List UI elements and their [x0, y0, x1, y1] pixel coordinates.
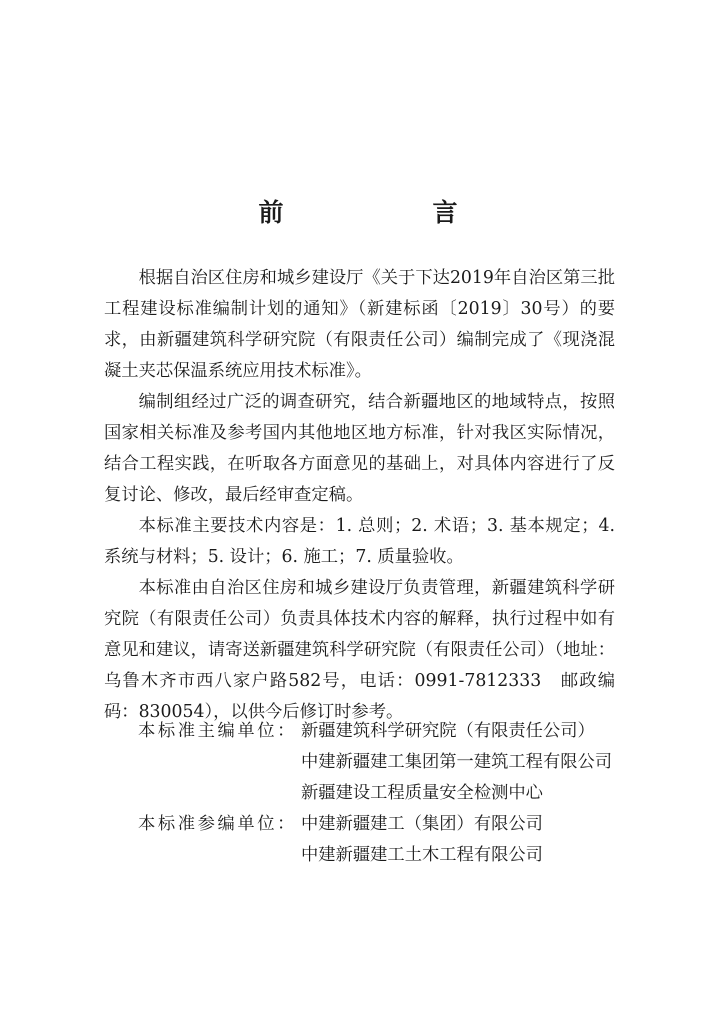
unit-name: 新疆建筑科学研究院（有限责任公司） — [301, 721, 595, 741]
paragraph-process: 编制组经过广泛的调查研究，结合新疆地区的地域特点，按照国家相关标准及参考国内其他地区地方标准，针对我区实际情况，结合工程实践，在听取各方面意见的基础上，对具体内容进行了反复讨论、修改，最后经审查定稿。 — [104, 392, 615, 505]
chief-editor-label: 本标准主编单位： — [138, 721, 298, 741]
paragraph-background: 根据自治区住房和城乡建设厅《关于下达2019年自治区第三批工程建设标准编制计划的通知》（新建标函〔2019〕30号）的要求，由新疆建筑科学研究院（有限责任公司）编制完成了《现浇混凝土夹芯保温系统应用技术标准》。 — [104, 268, 615, 381]
page-title: 前 言 — [258, 198, 520, 227]
participating-editor-list — [301, 809, 618, 871]
participating-editor-units — [138, 809, 618, 871]
unit-name: 中建新疆建工土木工程有限公司 — [301, 845, 543, 865]
chief-editor-units — [138, 716, 618, 809]
unit-name: 新疆建设工程质量安全检测中心 — [301, 783, 543, 803]
editing-units — [138, 716, 618, 871]
unit-name: 中建新疆建工集团第一建筑工程有限公司 — [301, 752, 613, 772]
participating-editor-label: 本标准参编单位： — [138, 814, 298, 834]
paragraph-management: 本标准由自治区住房和城乡建设厅负责管理，新疆建筑科学研究院（有限责任公司）负责具体技术内容的解释，执行过程中如有意见和建议，请寄送新疆建筑科学研究院（有限责任公司）（地址：乌鲁木齐市西八家户路582号，电话：0991-7812333 邮政编码：830054），以供今后修订时参考。 — [104, 578, 615, 722]
preface-body — [104, 263, 615, 728]
paragraph-contents: 本标准主要技术内容是：1. 总则；2. 术语；3. 基本规定；4. 系统与材料；5. 设计；6. 施工；7. 质量验收。 — [104, 516, 615, 567]
unit-name: 中建新疆建工（集团）有限公司 — [301, 814, 543, 834]
chief-editor-list — [301, 716, 618, 809]
